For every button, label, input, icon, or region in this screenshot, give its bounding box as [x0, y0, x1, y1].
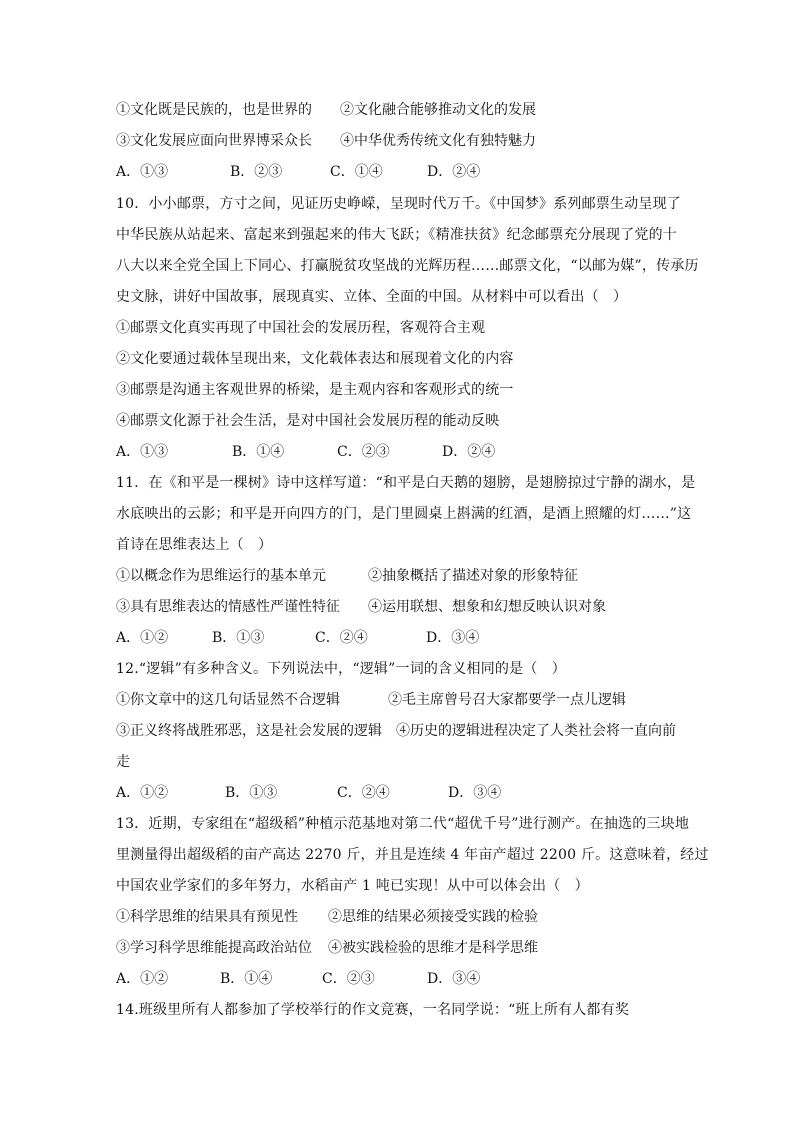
choice-a: A．①③: [116, 164, 169, 180]
choice-c: C．②④: [315, 630, 368, 646]
question-stem-line: 11．在《和平是一棵树》诗中这样写道：“和平是白天鹅的翅膀，是翅膀掠过宁静的湖水，是: [116, 475, 696, 491]
choice-c: C．①④: [330, 164, 383, 180]
choice-d: D．③④: [448, 785, 502, 801]
question-stem-line: 水底映出的云影；和平是开向四方的门，是门里圆桌上斟满的红酒，是酒上照耀的灯……”这: [116, 506, 692, 522]
option-4: ④邮票文化源于社会生活，是对中国社会发展历程的能动反映: [116, 413, 500, 429]
choice-b: B．②③: [230, 164, 283, 180]
choice-d: D．②④: [427, 164, 481, 180]
option-1: ①以概念作为思维运行的基本单元: [116, 568, 326, 584]
question-stem-line: 首诗在思维表达上（ ）: [116, 537, 273, 553]
choice-d: D．②④: [442, 444, 496, 460]
option-2: ②文化要通过载体呈现出来，文化载体表达和展现着文化的内容: [116, 351, 514, 367]
choice-c: C．②③: [337, 444, 390, 460]
choice-d: D．③④: [426, 630, 480, 646]
choice-b: B．①③: [225, 785, 278, 801]
option-3: ③正义终将战胜邪恶，这是社会发展的逻辑: [116, 723, 382, 739]
question-stem-line: 10．小小邮票，方寸之间，见证历史峥嵘，呈现时代万千。《中国梦》系列邮票生动呈现了: [116, 196, 682, 212]
option-4: ④被实践检验的思维才是科学思维: [328, 940, 538, 956]
question-stem-line: 中华民族从站起来、富起来到强起来的伟大飞跃；《精准扶贫》纪念邮票充分展现了党的十: [116, 227, 677, 243]
option-1: ①你文章中的这几句话显然不合逻辑: [116, 692, 340, 708]
choice-b: B．①④: [220, 971, 273, 987]
choice-b: B．①③: [212, 630, 265, 646]
choice-a: A．①②: [116, 785, 169, 801]
question-stem-line: 八大以来全党全国上下同心、打赢脱贫攻坚战的光辉历程……邮票文化，“以邮为媒”，传承历: [116, 258, 699, 274]
question-stem-line: 12.“逻辑”有多种含义。下列说法中，“逻辑”一词的含义相同的是（ ）: [116, 661, 566, 677]
option-3: ③文化发展应面向世界博采众长: [116, 133, 312, 149]
question-stem-line: 13．近期，专家组在“超级稻”种植示范基地对第二代“超优千号”进行测产。在抽选的三块地: [116, 816, 690, 832]
option-1: ①科学思维的结果具有预见性: [116, 909, 298, 925]
option-3: ③邮票是沟通主客观世界的桥梁，是主观内容和客观形式的统一: [116, 382, 514, 398]
choice-a: A．①②: [116, 971, 169, 987]
option-1: ①邮票文化真实再现了中国社会的发展历程，客观符合主观: [116, 320, 486, 336]
option-4-continuation: 走: [116, 754, 130, 770]
choice-b: B．①④: [232, 444, 285, 460]
choice-c: C．②④: [337, 785, 390, 801]
option-3: ③具有思维表达的情感性严谨性特征: [116, 599, 340, 615]
option-3: ③学习科学思维能提高政治站位: [116, 940, 312, 956]
question-stem-line: 14.班级里所有人都参加了学校举行的作文竞赛，一名同学说：“班上所有人都有奖: [116, 1002, 630, 1018]
option-4: ④历史的逻辑进程决定了人类社会将一直向前: [396, 723, 676, 739]
option-2: ②抽象概括了描述对象的形象特征: [368, 568, 578, 584]
question-stem-line: 史文脉，讲好中国故事，展现真实、立体、全面的中国。从材料中可以看出（ ）: [116, 289, 628, 305]
option-2: ②思维的结果必须接受实践的检验: [328, 909, 538, 925]
option-2: ②文化融合能够推动文化的发展: [340, 102, 536, 118]
question-stem-line: 中国农业学家们的多年努力，水稻亩产 1 吨已实现！从中可以体会出（ ）: [116, 878, 589, 894]
option-4: ④中华优秀传统文化有独特魅力: [340, 133, 536, 149]
option-4: ④运用联想、想象和幻想反映认识对象: [368, 599, 606, 615]
choice-c: C．②③: [322, 971, 375, 987]
choice-d: D．③④: [427, 971, 481, 987]
choice-a: A．①③: [116, 444, 169, 460]
choice-a: A．①②: [116, 630, 169, 646]
question-stem-line: 里测量得出超级稻的亩产高达 2270 斤，并且是连续 4 年亩产超过 2200 斤。这意味着，经过: [116, 847, 709, 863]
option-2: ②毛主席曾号召大家都要学一点儿逻辑: [388, 692, 626, 708]
option-1: ①文化既是民族的，也是世界的: [116, 102, 312, 118]
